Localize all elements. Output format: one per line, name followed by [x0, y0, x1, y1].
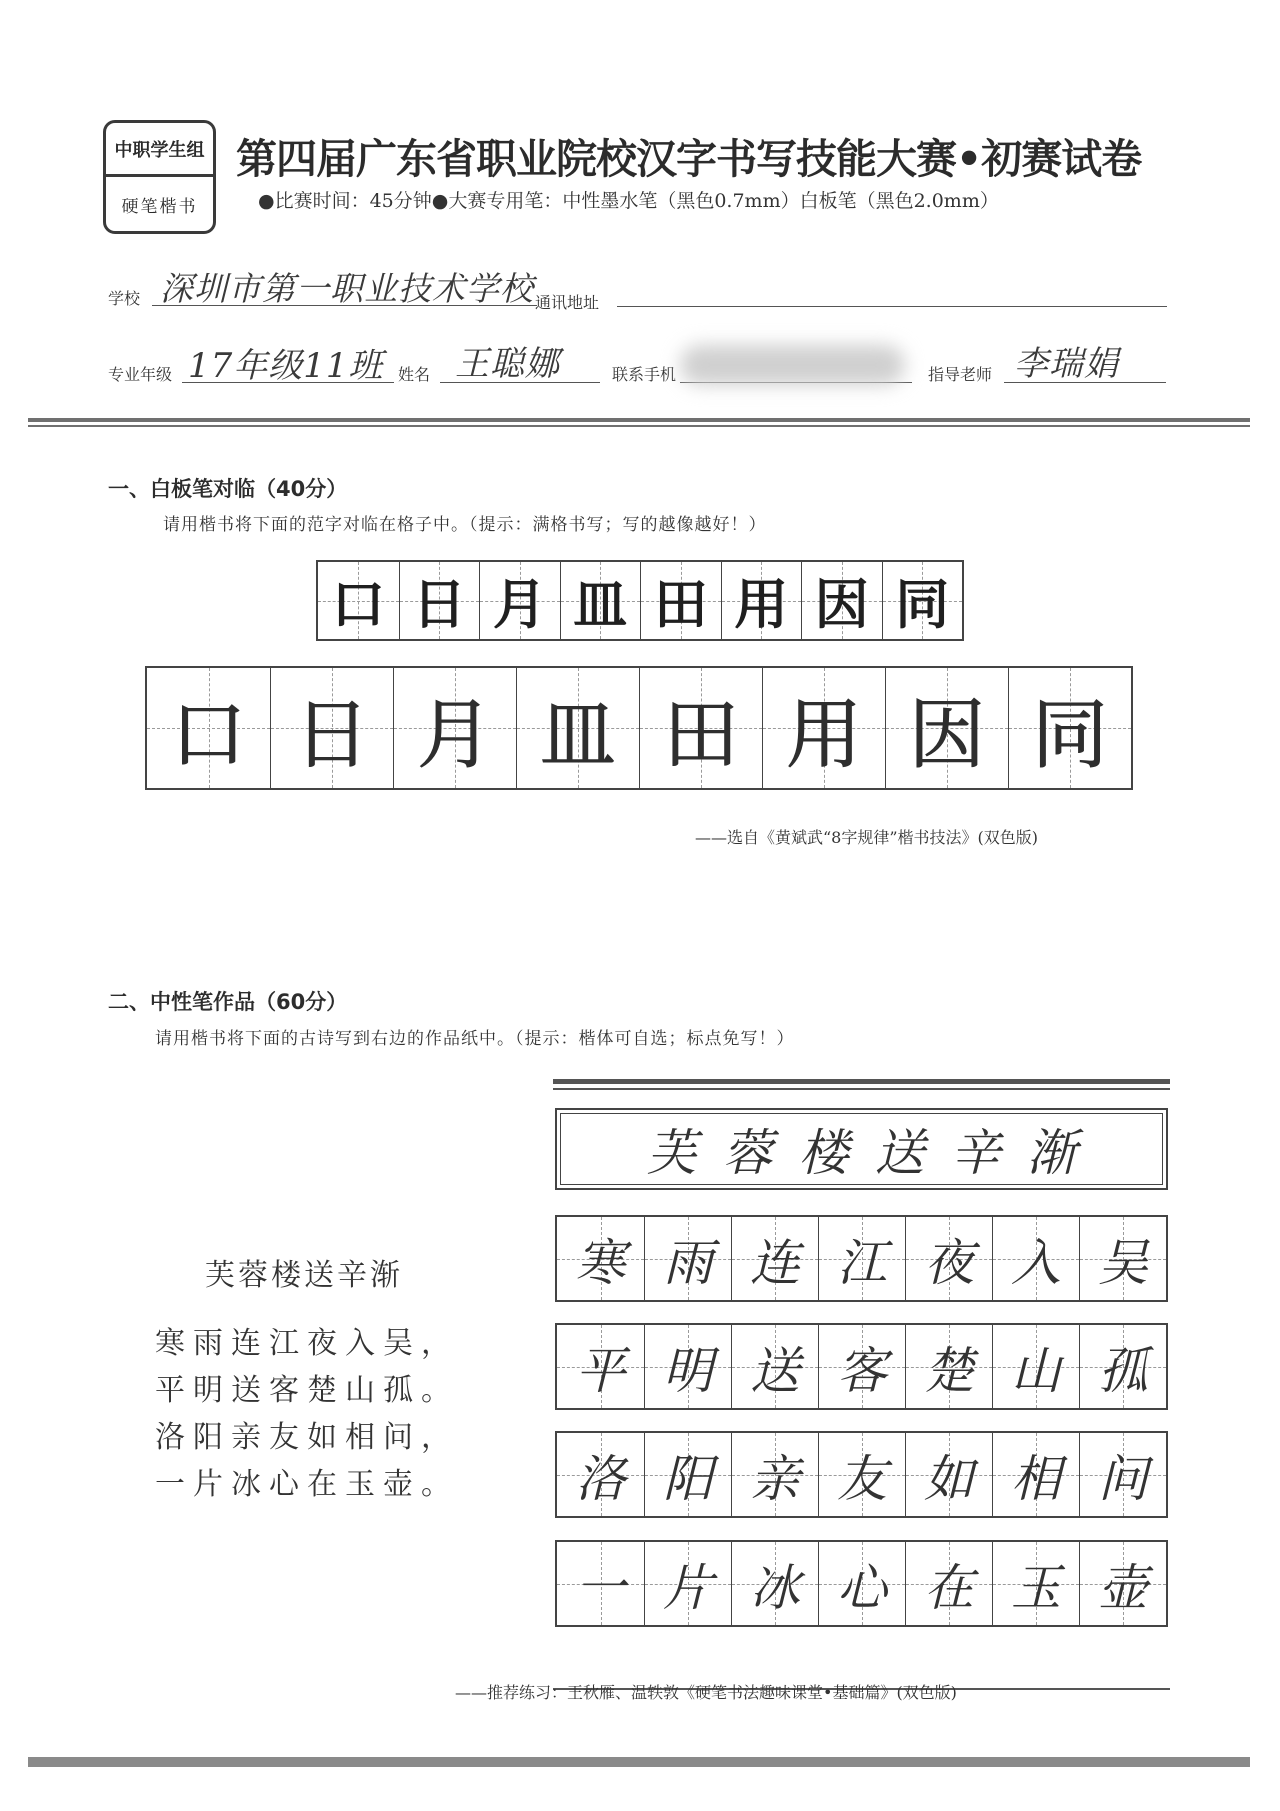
- work-char: 友: [837, 1449, 887, 1508]
- address-field[interactable]: [617, 306, 1167, 307]
- model-char: 田: [653, 573, 708, 636]
- section1-heading: 一、白板笔对临（40分）: [108, 477, 348, 501]
- model-char: 皿: [573, 573, 628, 636]
- section1-instruction: 请用楷书将下面的范字对临在格子中。（提示：满格书写；写的越像越好！）: [163, 515, 767, 535]
- work-char: 在: [924, 1558, 974, 1617]
- model-cell: [479, 562, 560, 639]
- work-char: 壶: [1098, 1558, 1148, 1617]
- work-cell[interactable]: [644, 1217, 731, 1300]
- address-label: 通讯地址: [535, 293, 600, 312]
- poem-line: 平明送客楚山孤。: [155, 1373, 459, 1408]
- work-cell[interactable]: [557, 1217, 644, 1300]
- work-char: 寒: [575, 1233, 626, 1292]
- badge-category-label: 硬笔楷书: [121, 196, 198, 217]
- section2-credit: ——推荐练习：王秋雁、温轶敦《硬笔书法趣味课堂•基础篇》(双色版): [455, 1683, 957, 1702]
- model-cell: [560, 562, 641, 639]
- work-cell[interactable]: [644, 1325, 731, 1408]
- work-char: 一: [575, 1558, 626, 1617]
- work-cell[interactable]: [731, 1217, 818, 1300]
- work-char: 心: [837, 1558, 887, 1617]
- teacher-label: 指导老师: [928, 365, 993, 384]
- model-cell: [882, 562, 963, 639]
- model-char: 因: [814, 573, 869, 636]
- work-row-4[interactable]: [555, 1540, 1168, 1627]
- model-cell: [721, 562, 802, 639]
- work-char: 雨: [663, 1233, 713, 1292]
- work-cell[interactable]: [1079, 1217, 1166, 1300]
- work-cell[interactable]: [557, 1542, 644, 1625]
- work-cell[interactable]: [905, 1542, 992, 1625]
- work-cell[interactable]: [905, 1217, 992, 1300]
- work-cell[interactable]: [731, 1325, 818, 1408]
- written-char: 因: [909, 689, 985, 779]
- work-cell[interactable]: [818, 1325, 905, 1408]
- teacher-value[interactable]: 李瑞娟: [1014, 344, 1119, 384]
- work-row-3[interactable]: [555, 1431, 1168, 1518]
- copy-cell[interactable]: [516, 668, 639, 788]
- work-cell[interactable]: [644, 1542, 731, 1625]
- exam-subtitle: ●比赛时间：45分钟●大赛专用笔：中性墨水笔（黑色0.7mm）白板笔（黑色2.0mm）: [258, 190, 999, 212]
- work-cell[interactable]: [818, 1433, 905, 1516]
- work-cell[interactable]: [905, 1325, 992, 1408]
- written-char: 田: [663, 689, 739, 779]
- work-char: 平: [575, 1341, 626, 1400]
- model-char: 用: [734, 573, 789, 636]
- work-cell[interactable]: [1079, 1542, 1166, 1625]
- phone-label: 联系手机: [612, 365, 677, 384]
- poem-title: 芙蓉楼送辛渐: [205, 1258, 403, 1293]
- work-cell[interactable]: [1079, 1433, 1166, 1516]
- work-char: 如: [924, 1449, 974, 1508]
- written-char: 皿: [540, 689, 616, 779]
- copy-writing-grid[interactable]: [145, 666, 1133, 790]
- written-char: 月: [417, 689, 493, 779]
- section1-credit: ——选自《黄斌武“8字规律”楷书技法》(双色版): [695, 828, 1039, 847]
- copy-cell[interactable]: [762, 668, 885, 788]
- model-cell: [318, 562, 399, 639]
- work-cell[interactable]: [992, 1325, 1079, 1408]
- work-paper-border-top-thin: [553, 1088, 1170, 1090]
- model-char: 同: [895, 573, 950, 636]
- work-row-2[interactable]: [555, 1323, 1168, 1410]
- name-value[interactable]: 王聪娜: [455, 344, 560, 384]
- work-cell[interactable]: [992, 1217, 1079, 1300]
- work-cell[interactable]: [644, 1433, 731, 1516]
- work-char: 夜: [924, 1233, 974, 1292]
- poem-line: 寒雨连江夜入吴，: [155, 1326, 459, 1361]
- copy-cell[interactable]: [885, 668, 1008, 788]
- work-char: 洛: [575, 1449, 626, 1508]
- work-char: 楚: [924, 1341, 974, 1400]
- work-char: 山: [1011, 1341, 1061, 1400]
- redacted-phone: [680, 345, 905, 385]
- exam-title: 第四届广东省职业院校汉字书写技能大赛•初赛试卷: [236, 135, 1142, 183]
- group-badge: [103, 120, 216, 234]
- written-char: 用: [786, 689, 862, 779]
- work-char: 片: [663, 1558, 713, 1617]
- model-cell: [399, 562, 480, 639]
- work-char: 入: [1011, 1233, 1061, 1292]
- work-char: 阳: [663, 1449, 713, 1508]
- poem-line: 洛阳亲友如相问，: [155, 1420, 459, 1455]
- written-char: 口: [170, 689, 247, 779]
- work-title: 芙蓉楼送辛渐: [646, 1124, 1103, 1182]
- work-char: 问: [1098, 1449, 1148, 1508]
- work-char: 孤: [1098, 1341, 1148, 1400]
- work-cell[interactable]: [992, 1433, 1079, 1516]
- copy-cell[interactable]: [639, 668, 762, 788]
- major-label: 专业年级: [108, 365, 173, 384]
- work-char: 吴: [1098, 1233, 1148, 1292]
- work-char: 冰: [750, 1558, 800, 1617]
- name-label: 姓名: [398, 365, 431, 384]
- model-character-grid: [316, 560, 964, 641]
- section2-instruction: 请用楷书将下面的古诗写到右边的作品纸中。（提示：楷体可自选；标点免写！）: [155, 1029, 795, 1049]
- work-cell[interactable]: [557, 1433, 644, 1516]
- work-char: 连: [750, 1233, 800, 1292]
- work-char: 明: [663, 1341, 713, 1400]
- work-cell[interactable]: [557, 1325, 644, 1408]
- school-label: 学校: [108, 289, 141, 308]
- work-cell[interactable]: [992, 1542, 1079, 1625]
- school-value[interactable]: 深圳市第一职业技术学校: [160, 269, 534, 308]
- header-divider-thick: [28, 418, 1250, 422]
- badge-group-label: 中职学生组: [106, 123, 213, 177]
- work-cell[interactable]: [731, 1433, 818, 1516]
- work-cell[interactable]: [731, 1542, 818, 1625]
- section2-heading: 二、中性笔作品（60分）: [108, 990, 348, 1014]
- model-cell: [801, 562, 882, 639]
- poem-line: 一片冰心在玉壶。: [155, 1467, 459, 1502]
- copy-cell[interactable]: [270, 668, 393, 788]
- model-char: 日: [412, 573, 467, 636]
- written-char: 日: [294, 689, 370, 779]
- work-cell[interactable]: [818, 1217, 905, 1300]
- work-row-1[interactable]: [555, 1215, 1168, 1302]
- copy-cell[interactable]: [1008, 668, 1131, 788]
- work-cell[interactable]: [1079, 1325, 1166, 1408]
- written-char: 同: [1032, 689, 1108, 779]
- work-char: 玉: [1011, 1558, 1061, 1617]
- model-cell: [640, 562, 721, 639]
- header-divider-thin: [28, 425, 1250, 427]
- model-char: 口: [331, 573, 386, 636]
- work-char: 送: [750, 1341, 800, 1400]
- major-value[interactable]: 17年级11班: [188, 346, 384, 386]
- work-title-box[interactable]: [555, 1108, 1168, 1190]
- model-char: 月: [492, 573, 547, 636]
- work-cell[interactable]: [905, 1433, 992, 1516]
- work-char: 客: [837, 1341, 887, 1400]
- copy-cell[interactable]: [393, 668, 516, 788]
- work-cell[interactable]: [818, 1542, 905, 1625]
- copy-cell[interactable]: [147, 668, 270, 788]
- work-paper-border-top: [553, 1079, 1170, 1084]
- footer-divider: [28, 1757, 1250, 1767]
- work-char: 相: [1011, 1449, 1061, 1508]
- work-char: 亲: [750, 1449, 800, 1508]
- work-char: 江: [837, 1233, 887, 1292]
